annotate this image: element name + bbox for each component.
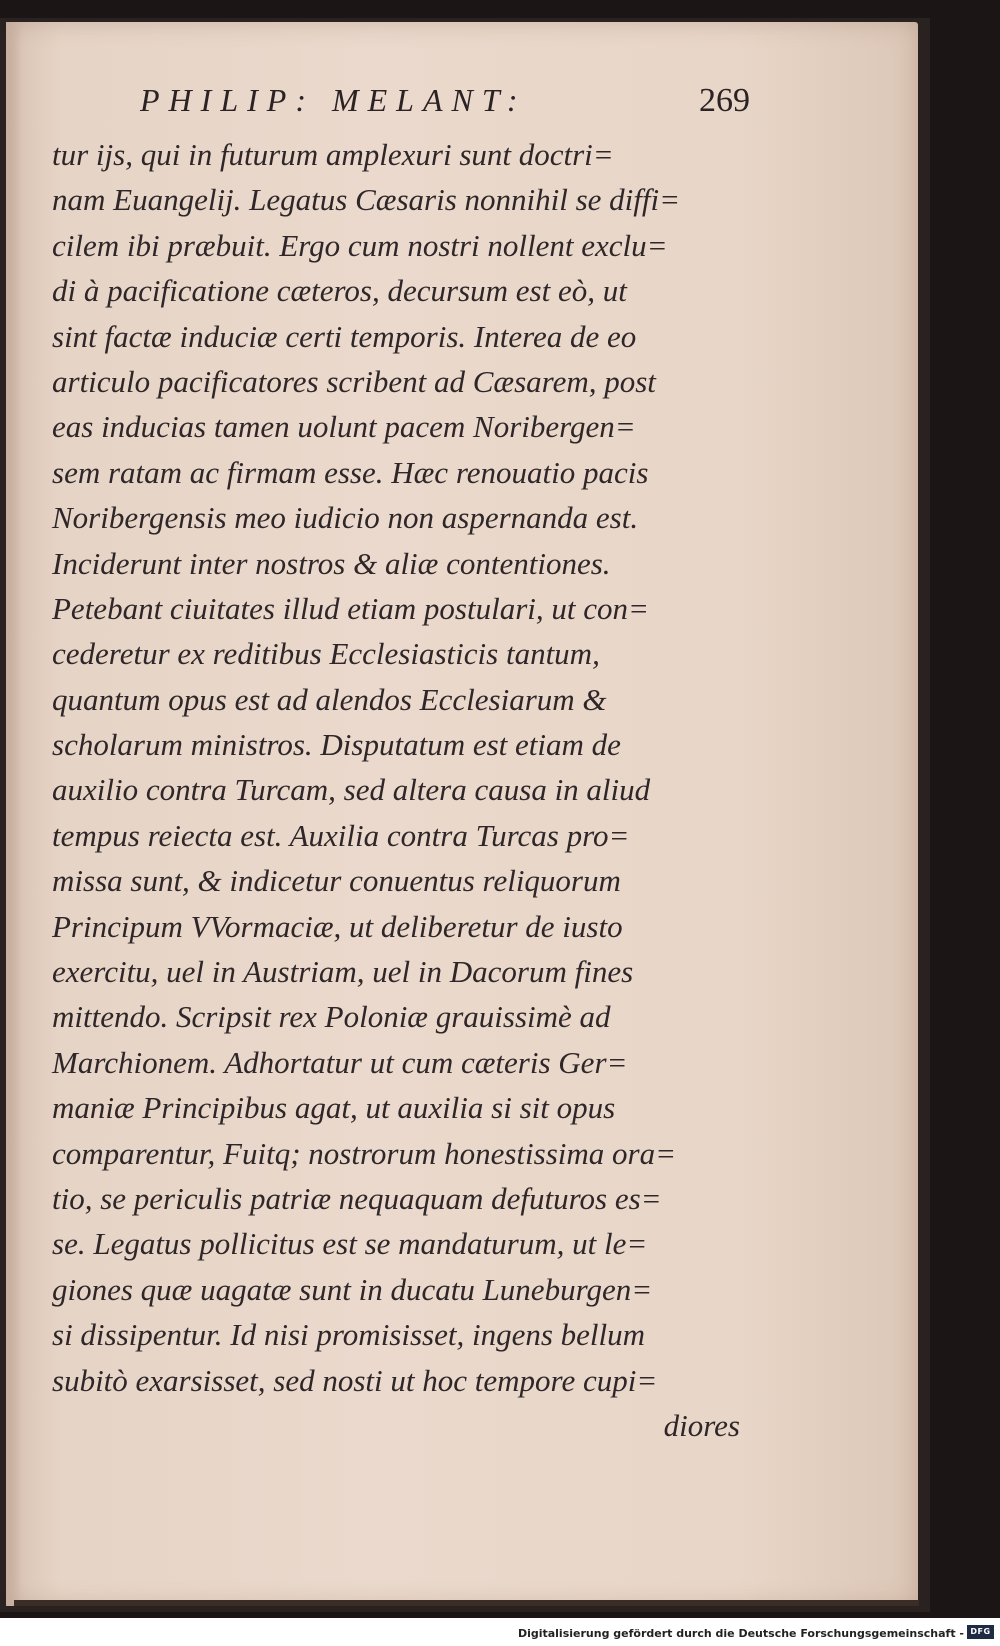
text-line: tio, se periculis patriæ nequaquam defuturos es=: [52, 1180, 662, 1216]
text-line: missa sunt, & indicetur conuentus reliquorum: [52, 863, 621, 899]
dfg-logo: DFG: [967, 1625, 994, 1639]
text-line: di à pacificatione cæteros, decursum est eò, ut: [52, 273, 627, 309]
text-line: scholarum ministros. Disputatum est etiam de: [52, 727, 621, 763]
running-head: [140, 82, 750, 132]
text-line: Noribergensis meo iudicio non aspernanda est.: [52, 500, 639, 536]
text-line: mittendo. Scripsit rex Poloniæ grauissimè ad: [52, 999, 611, 1035]
text-line: Marchionem. Adhortatur ut cum cæteris Ger=: [52, 1044, 628, 1080]
text-line: maniæ Principibus agat, ut auxilia si sit opus: [52, 1090, 616, 1126]
text-line: subitò exarsisset, sed nosti ut hoc tempore cupi=: [52, 1362, 658, 1398]
page-spine-shading: [6, 22, 22, 1606]
text-line: quantum opus est ad alendos Ecclesiarum &: [52, 681, 607, 717]
text-line: giones quæ uagatæ sunt in ducatu Luneburgen=: [52, 1271, 653, 1307]
text-line: si dissipentur. Id nisi promisisset, ingens bellum: [52, 1317, 646, 1353]
page-number: 269: [699, 82, 750, 119]
body-text: [52, 132, 742, 1448]
text-line: cilem ibi præbuit. Ergo cum nostri nollent exclu=: [52, 227, 668, 263]
text-line: se. Legatus pollicitus est se mandaturum, ut le=: [52, 1226, 648, 1262]
text-line: auxilio contra Turcam, sed altera causa in aliud: [52, 772, 651, 808]
text-line: nam Euangelij. Legatus Cæsaris nonnihil se diffi=: [52, 182, 681, 218]
text-line: articulo pacificatores scribent ad Cæsarem, post: [52, 363, 656, 399]
text-line: Petebant ciuitates illud etiam postulari, ut con=: [52, 590, 649, 626]
footer-bar: [0, 1618, 1000, 1646]
page-bottom-edge: [14, 1600, 919, 1606]
text-line: cederetur ex reditibus Ecclesiasticis tantum,: [52, 636, 600, 672]
footer-credit: Digitalisierung gefördert durch die Deutsche Forschungsgemeinschaft -: [517, 1627, 964, 1640]
text-line: exercitu, uel in Austriam, uel in Dacorum fines: [52, 954, 634, 990]
catchword: diores: [663, 1407, 740, 1443]
text-line: Principum VVormaciæ, ut deliberetur de iusto: [52, 908, 623, 944]
text-line: sint factæ induciæ certi temporis. Interea de eo: [52, 318, 637, 354]
text-line: Inciderunt inter nostros & aliæ contentiones.: [52, 545, 611, 581]
text-line: eas inducias tamen uolunt pacem Noribergen=: [52, 409, 636, 445]
text-line: tempus reiecta est. Auxilia contra Turcas pro=: [52, 817, 630, 853]
text-line: comparentur, Fuitq; nostrorum honestissima ora=: [52, 1135, 676, 1171]
text-line: sem ratam ac firmam esse. Hæc renouatio pacis: [52, 454, 649, 490]
text-line: tur ijs, qui in futurum amplexuri sunt doctri=: [52, 137, 614, 172]
running-title: PHILIP: MELANT:: [140, 82, 527, 118]
